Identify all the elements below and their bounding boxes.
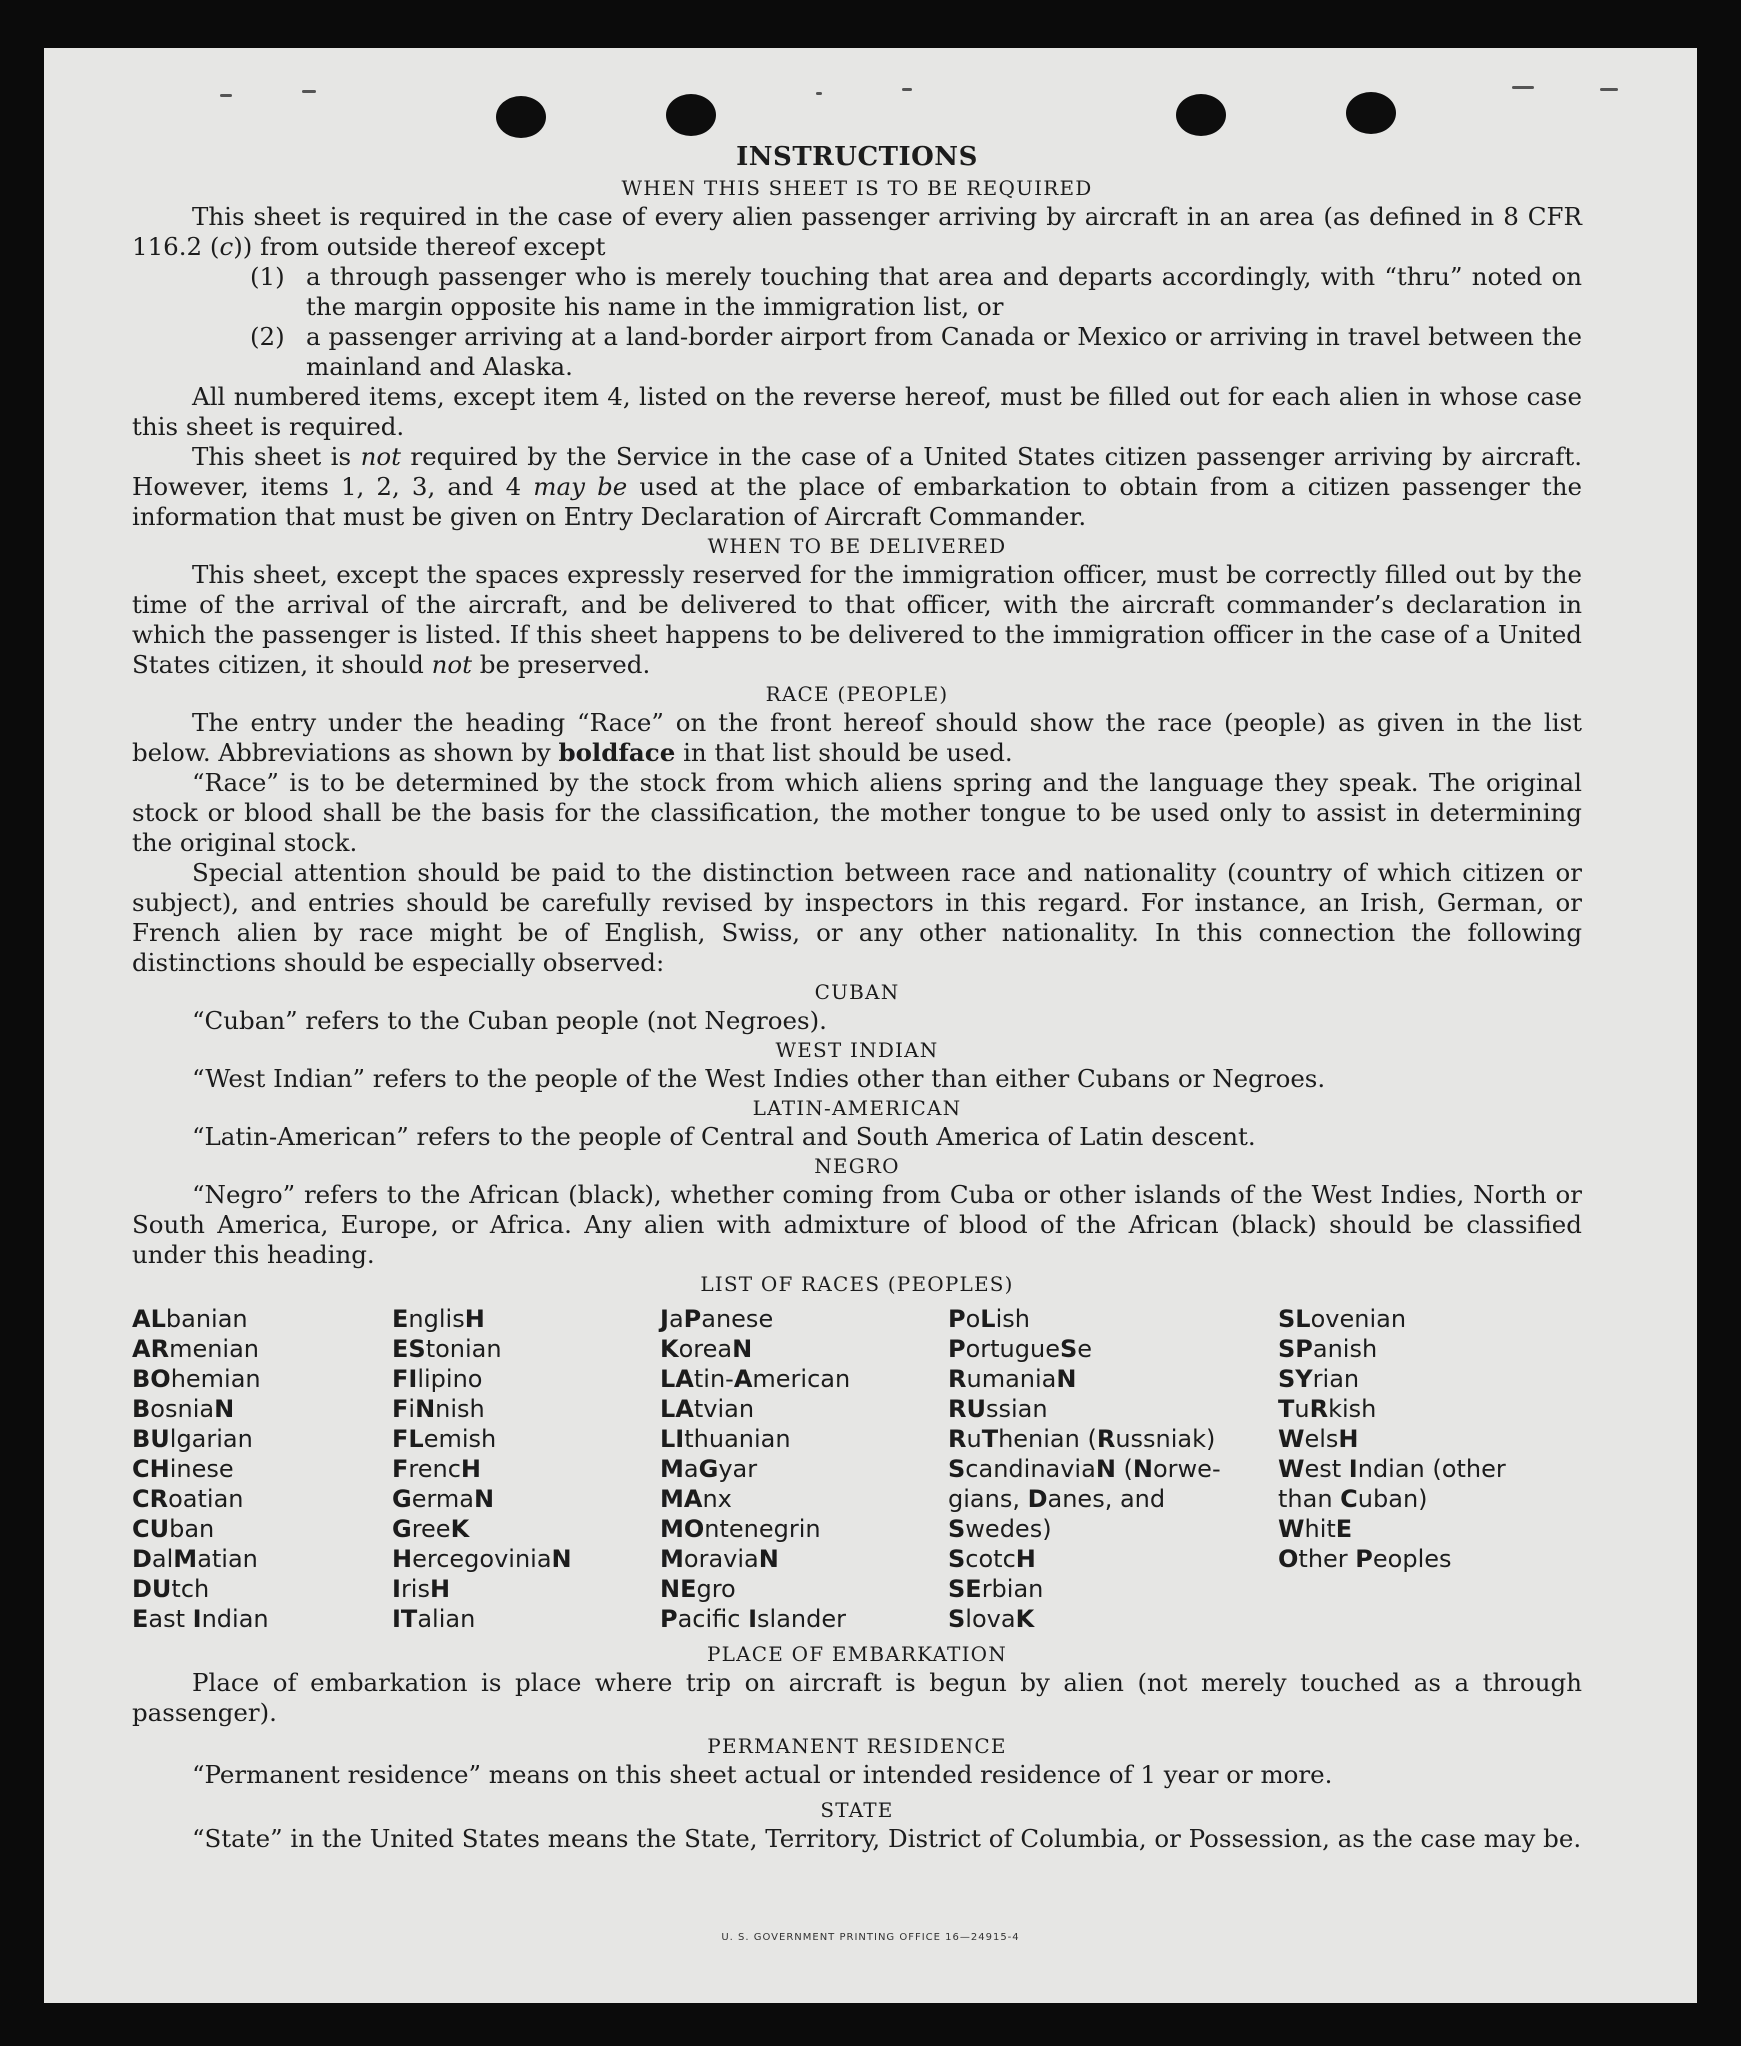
- race-column: [1278, 1304, 1582, 1634]
- race-entry: JaPanese: [660, 1305, 774, 1333]
- paragraph: “Cuban” refers to the Cuban people (not Negroes).: [192, 1006, 827, 1035]
- race-entry: PoLish: [948, 1305, 1030, 1333]
- race-entry: ALbanian: [132, 1305, 248, 1333]
- race-entry: WelsH: [1278, 1425, 1359, 1453]
- race-entry: BUlgarian: [132, 1425, 253, 1453]
- race-entry: ScotcH: [948, 1545, 1036, 1573]
- punch-hole: [1346, 92, 1396, 134]
- item-number: (1): [250, 262, 285, 291]
- race-entry: SLovenian: [1278, 1305, 1407, 1333]
- section-heading: CUBAN: [814, 980, 900, 1004]
- race-column: [660, 1304, 948, 1634]
- race-entry: BosniaN: [132, 1395, 235, 1423]
- section-heading: WEST INDIAN: [775, 1038, 939, 1062]
- race-entry: Other Peoples: [1278, 1545, 1452, 1573]
- race-entry: ScandinaviaN (Norwe-: [948, 1455, 1221, 1483]
- race-entry: East Indian: [132, 1605, 269, 1633]
- race-entry: CRoatian: [132, 1485, 244, 1513]
- race-column: [132, 1304, 392, 1634]
- race-entry: gians, Danes, and: [948, 1485, 1166, 1513]
- race-entry: than Cuban): [1278, 1485, 1428, 1513]
- paragraph: “Race” is to be determined by the stock from which aliens spring and the language they speak. The original stock or blood shall be the basis for the classification, the mother tongue to be used only to assist in determining the original stock.: [132, 768, 1582, 857]
- item-text: a through passenger who is merely touching that area and departs accordingly, with “thru” noted on the margin opposite his name in the immigration list, or: [306, 262, 1582, 321]
- paragraph: “Negro” refers to the African (black), whether coming from Cuba or other islands of the West Indies, North or South America, Europe, or Africa. Any alien with admixture of blood of the African (black) should be classified under this heading.: [132, 1180, 1582, 1269]
- race-entry: LAtvian: [660, 1395, 755, 1423]
- section-heading: LIST OF RACES (PEOPLES): [700, 1272, 1014, 1296]
- section-heading: LATIN-AMERICAN: [752, 1096, 962, 1120]
- section-heading: PERMANENT RESIDENCE: [707, 1734, 1007, 1758]
- item-text: a passenger arriving at a land-border airport from Canada or Mexico or arriving in travel between the mainland and Alaska.: [306, 322, 1582, 381]
- race-entry: DalMatian: [132, 1545, 258, 1573]
- paragraph: All numbered items, except item 4, listed on the reverse hereof, must be filled out for each alien in whose case this sheet is required.: [132, 382, 1582, 441]
- race-entry: Pacific Islander: [660, 1605, 847, 1633]
- race-entry: MoraviaN: [660, 1545, 779, 1573]
- race-entry: MaGyar: [660, 1455, 758, 1483]
- section-heading: STATE: [820, 1798, 894, 1822]
- race-entry: ARmenian: [132, 1335, 260, 1363]
- instructions-document: [132, 140, 1582, 1854]
- race-entry: MOntenegrin: [660, 1515, 821, 1543]
- race-entry: FrencH: [392, 1455, 482, 1483]
- race-column: [392, 1304, 660, 1634]
- paragraph: The entry under the heading “Race” on the front hereof should show the race (people) as given in the list below. Abbreviations as shown by boldface in that list should be used.: [132, 708, 1582, 767]
- paragraph: This sheet is not required by the Service in the case of a United States citizen passenger arriving by aircraft. However, items 1, 2, 3, and 4 may be used at the place of embarkation to obtain from a citizen passenger the information that must be given on Entry Declaration of Aircraft Commander.: [132, 442, 1583, 531]
- race-entry: EStonian: [392, 1335, 502, 1363]
- paragraph: Special attention should be paid to the distinction between race and nationality (country of which citizen or subject), and entries should be carefully revised by inspectors in this regard. For instance, an Irish, German, or French alien by race might be of English, Swiss, or any other nationality. In this connection the following distinctions should be especially observed:: [132, 858, 1582, 977]
- race-entry: LAtin-American: [660, 1365, 851, 1393]
- item-number: (2): [250, 322, 285, 351]
- race-entry: SlovaK: [948, 1605, 1035, 1633]
- race-entry: CHinese: [132, 1455, 234, 1483]
- race-entry: SYrian: [1278, 1365, 1360, 1393]
- race-entry: KoreaN: [660, 1335, 753, 1363]
- paragraph: This sheet, except the spaces expressly reserved for the immigration officer, must be correctly filled out by the time of the arrival of the aircraft, and be delivered to that officer, with the aircraft commander’s declaration in which the passenger is listed. If this sheet happens to be delivered to the immigration officer in the case of a United States citizen, it should not be preserved.: [132, 560, 1582, 679]
- race-entry: GreeK: [392, 1515, 470, 1543]
- race-entry: PortugueSe: [948, 1335, 1093, 1363]
- race-entry: LIthuanian: [660, 1425, 791, 1453]
- punch-hole: [496, 96, 546, 138]
- race-entry: FiNnish: [392, 1395, 485, 1423]
- race-entry: SErbian: [948, 1575, 1044, 1603]
- race-entry: NEgro: [660, 1575, 736, 1603]
- section-heading: WHEN TO BE DELIVERED: [707, 534, 1007, 558]
- paragraph: “West Indian” refers to the people of the West Indies other than either Cubans or Negroes.: [192, 1064, 1326, 1093]
- race-entry: TuRkish: [1278, 1395, 1377, 1423]
- race-entry: FIlipino: [392, 1365, 483, 1393]
- paragraph: Place of embarkation is place where trip on aircraft is begun by alien (not merely touched as a through passenger).: [132, 1668, 1582, 1727]
- paragraph: “State” in the United States means the State, Territory, District of Columbia, or Possession, as the case may be.: [192, 1824, 1582, 1853]
- paragraph: This sheet is required in the case of every alien passenger arriving by aircraft in an area (as defined in 8 CFR 116.2 (c)) from outside thereof except: [132, 202, 1582, 261]
- section-heading: WHEN THIS SHEET IS TO BE REQUIRED: [621, 176, 1093, 200]
- race-entry: MAnx: [660, 1485, 732, 1513]
- race-entry: SPanish: [1278, 1335, 1378, 1363]
- race-entry: RuThenian (Russniak): [948, 1425, 1216, 1453]
- race-entry: CUban: [132, 1515, 215, 1543]
- punch-hole: [1176, 94, 1226, 136]
- race-entry: BOhemian: [132, 1365, 261, 1393]
- race-entry: GermaN: [392, 1485, 495, 1513]
- numbered-item: [132, 322, 1582, 382]
- race-entry: WhitE: [1278, 1515, 1353, 1543]
- numbered-item: [132, 262, 1582, 322]
- printing-office-footer: U. S. GOVERNMENT PRINTING OFFICE 16—24915-4: [721, 1932, 1020, 1943]
- race-entry: RumaniaN: [948, 1365, 1077, 1393]
- paragraph: “Permanent residence” means on this sheet actual or intended residence of 1 year or more.: [192, 1760, 1333, 1789]
- race-entry: FLemish: [392, 1425, 497, 1453]
- race-entry: IrisH: [392, 1575, 451, 1603]
- section-heading: PLACE OF EMBARKATION: [707, 1642, 1007, 1666]
- page-title: INSTRUCTIONS: [736, 142, 978, 172]
- race-entry: RUssian: [948, 1395, 1048, 1423]
- punch-hole: [666, 94, 716, 136]
- section-heading: RACE (PEOPLE): [765, 682, 949, 706]
- section-heading: NEGRO: [814, 1154, 900, 1178]
- race-column: [948, 1304, 1278, 1634]
- race-entry: EnglisH: [392, 1305, 485, 1333]
- paragraph: “Latin-American” refers to the people of Central and South America of Latin descent.: [192, 1122, 1256, 1151]
- race-entry: DUtch: [132, 1575, 210, 1603]
- race-entry: ITalian: [392, 1605, 476, 1633]
- race-entry: HercegoviniaN: [392, 1545, 572, 1573]
- race-entry: Swedes): [948, 1515, 1052, 1543]
- race-entry: West Indian (other: [1278, 1455, 1506, 1483]
- race-list: [132, 1304, 1582, 1634]
